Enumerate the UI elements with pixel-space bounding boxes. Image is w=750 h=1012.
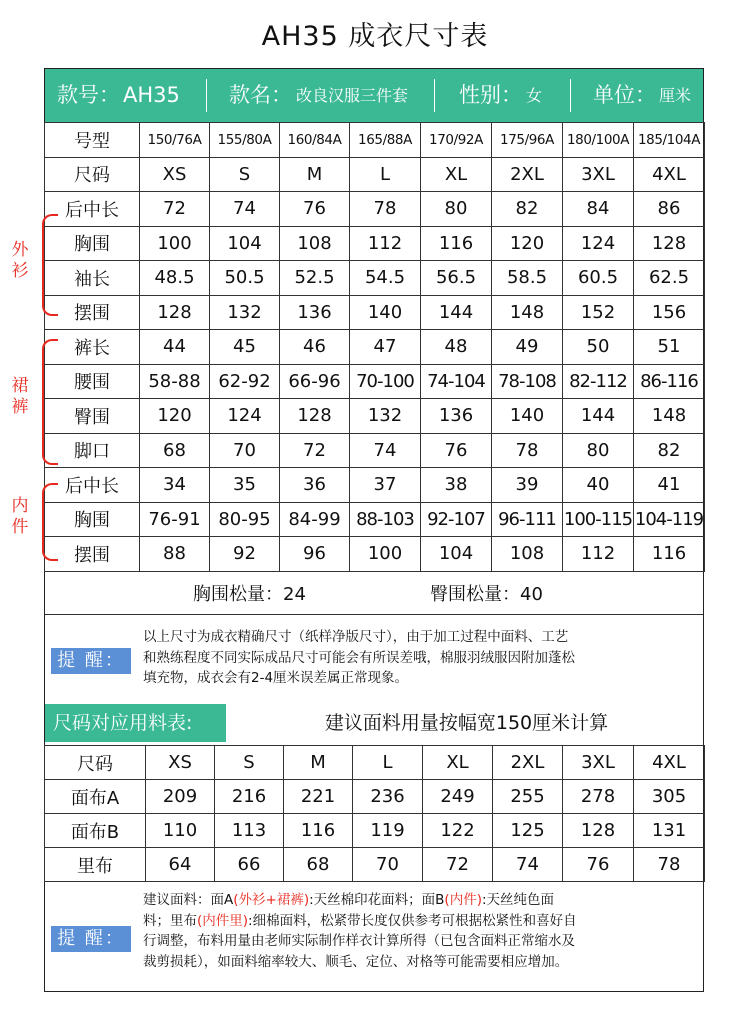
table-cell: 58.5: [492, 261, 563, 296]
table-cell: 2XL: [492, 157, 563, 192]
table-cell: 80-95: [210, 502, 280, 537]
table-cell: 68: [140, 433, 210, 468]
header-separator: [206, 79, 207, 112]
style-name-label: 款名：: [229, 83, 292, 107]
table-row: [45, 192, 705, 227]
table-cell: 165/88A: [350, 123, 421, 158]
table-cell: 136: [421, 399, 492, 434]
table-cell: 44: [140, 330, 210, 365]
table-row: [45, 848, 705, 882]
table-row: [45, 399, 705, 434]
table-row: [45, 364, 705, 399]
row-label: 后中长: [45, 468, 140, 503]
table-cell: 124: [210, 399, 280, 434]
gender-label: 性别：: [459, 83, 522, 107]
table-cell: 104-119: [634, 502, 705, 537]
notice-badge: 提 醒：: [51, 648, 131, 674]
table-cell: 236: [353, 780, 423, 814]
table-cell: 249: [423, 780, 493, 814]
table-cell: 156: [634, 295, 705, 330]
highlight-span: (内件里): [197, 912, 249, 929]
text-span: 料；里布: [143, 912, 197, 929]
table-cell: 92-107: [421, 502, 492, 537]
table-cell: 70-100: [350, 364, 421, 399]
table-cell: 62-92: [210, 364, 280, 399]
table-cell: 100: [350, 537, 421, 572]
suggestion-text: [143, 890, 699, 972]
suggestion-line: 行调整，布料用量由老师实际制作样衣计算所得（已包含面料正常缩水及: [143, 933, 575, 949]
table-cell: 76: [280, 192, 350, 227]
table-cell: 45: [210, 330, 280, 365]
highlight-span: (内件): [444, 892, 482, 908]
table-cell: 128: [140, 295, 210, 330]
table-cell: 35: [210, 468, 280, 503]
row-label: 面布A: [45, 780, 146, 814]
table-cell: 100: [140, 226, 210, 261]
suggestion-line: [143, 911, 699, 932]
group-label-outer: 外衫: [11, 240, 29, 281]
table-row: [45, 295, 705, 330]
table-cell: 66: [215, 848, 284, 882]
table-row: [45, 746, 705, 780]
table-cell: 56.5: [421, 261, 492, 296]
table-row: [45, 780, 705, 814]
row-label: 尺码: [45, 157, 140, 192]
table-cell: 131: [634, 814, 705, 848]
table-cell: 128: [280, 399, 350, 434]
table-cell: 37: [350, 468, 421, 503]
table-row: [45, 226, 705, 261]
notice-line: 填充物，成衣会有2-4厘米误差属正常现象。: [143, 670, 409, 686]
table-cell: 70: [353, 848, 423, 882]
info-header: [45, 69, 703, 122]
group-bracket: [42, 214, 58, 316]
table-cell: XL: [423, 746, 493, 780]
row-label: 腰围: [45, 364, 140, 399]
style-no-label: 款号：: [57, 83, 120, 107]
style-no-value: AH35: [123, 83, 180, 107]
group-label-skirt: 裙裤: [11, 376, 29, 417]
text-span: 建议面料：面A: [143, 892, 234, 908]
table-cell: 221: [284, 780, 353, 814]
table-cell: 54.5: [350, 261, 421, 296]
fabric-section-title: 尺码对应用料表:: [45, 704, 226, 742]
table-cell: 34: [140, 468, 210, 503]
table-cell: 3XL: [563, 157, 634, 192]
table-cell: XS: [146, 746, 215, 780]
table-cell: 140: [492, 399, 563, 434]
table-cell: 84: [563, 192, 634, 227]
suggestion-badge: 提 醒：: [51, 926, 131, 952]
table-cell: 40: [563, 468, 634, 503]
table-cell: 64: [146, 848, 215, 882]
group-label-inner: 内件: [11, 496, 29, 537]
table-cell: 82: [634, 433, 705, 468]
table-cell: 104: [210, 226, 280, 261]
table-cell: 84-99: [280, 502, 350, 537]
table-cell: 51: [634, 330, 705, 365]
header-separator: [570, 79, 571, 112]
table-cell: 70: [210, 433, 280, 468]
table-cell: 38: [421, 468, 492, 503]
row-label: 后中长: [45, 192, 140, 227]
ease-row: [45, 567, 703, 615]
table-cell: 209: [146, 780, 215, 814]
table-cell: 78: [492, 433, 563, 468]
table-cell: 132: [350, 399, 421, 434]
table-cell: 50: [563, 330, 634, 365]
table-cell: 144: [563, 399, 634, 434]
table-cell: 180/100A: [563, 123, 634, 158]
row-label: 裤长: [45, 330, 140, 365]
table-cell: 74: [350, 433, 421, 468]
table-cell: 48.5: [140, 261, 210, 296]
table-cell: 92: [210, 537, 280, 572]
row-label: 摆围: [45, 537, 140, 572]
group-bracket: [42, 483, 58, 561]
table-cell: 88-103: [350, 502, 421, 537]
table-cell: 125: [493, 814, 563, 848]
row-label: 脚口: [45, 433, 140, 468]
table-cell: 76: [421, 433, 492, 468]
table-cell: 170/92A: [421, 123, 492, 158]
table-cell: 78: [350, 192, 421, 227]
table-cell: 86: [634, 192, 705, 227]
table-cell: 58-88: [140, 364, 210, 399]
table-cell: 72: [280, 433, 350, 468]
table-cell: 78-108: [492, 364, 563, 399]
table-cell: XL: [421, 157, 492, 192]
table-cell: 46: [280, 330, 350, 365]
table-cell: 116: [634, 537, 705, 572]
table-row: [45, 814, 705, 848]
table-row: [45, 537, 705, 572]
header-separator: [434, 79, 435, 112]
table-cell: 76-91: [140, 502, 210, 537]
table-cell: 185/104A: [634, 123, 705, 158]
table-cell: 4XL: [634, 157, 705, 192]
table-cell: 3XL: [563, 746, 634, 780]
page-title: AH35 成衣尺寸表: [261, 21, 489, 52]
table-cell: 96-111: [492, 502, 563, 537]
table-cell: 48: [421, 330, 492, 365]
table-cell: M: [284, 746, 353, 780]
table-cell: 144: [421, 295, 492, 330]
table-cell: 128: [634, 226, 705, 261]
suggestion-line: [143, 890, 699, 911]
table-cell: 150/76A: [140, 123, 210, 158]
table-cell: 108: [280, 226, 350, 261]
table-cell: 82-112: [563, 364, 634, 399]
table-cell: 62.5: [634, 261, 705, 296]
unit-value: 厘米: [659, 86, 692, 105]
gender-value: 女: [526, 86, 543, 105]
text-span: :天丝棉印花面料；面B: [309, 892, 445, 908]
table-cell: 80: [563, 433, 634, 468]
table-cell: 132: [210, 295, 280, 330]
table-cell: 72: [423, 848, 493, 882]
row-label: 胸围: [45, 502, 140, 537]
table-row: [45, 157, 705, 192]
table-cell: 74-104: [421, 364, 492, 399]
table-cell: L: [350, 157, 421, 192]
table-row: [45, 330, 705, 365]
notice-line: 和熟练程度不同实际成品尺寸可能会有所误差哦，棉服羽绒服因附加蓬松: [143, 649, 575, 666]
fabric-section-note: 建议面料用量按幅宽150厘米计算: [324, 712, 609, 734]
table-cell: 4XL: [634, 746, 705, 780]
table-cell: 36: [280, 468, 350, 503]
table-cell: 122: [423, 814, 493, 848]
table-cell: 104: [421, 537, 492, 572]
suggestion-line: 裁剪损耗），如面料缩率较大、顺毛、定位、对格等可能需要相应增加。: [143, 953, 569, 970]
table-cell: 120: [140, 399, 210, 434]
table-cell: 47: [350, 330, 421, 365]
table-cell: 78: [634, 848, 705, 882]
text-span: :细棉面料，松紧带长度仅供参考可根据松紧性和喜好自: [248, 912, 577, 929]
table-cell: 160/84A: [280, 123, 350, 158]
table-cell: 278: [563, 780, 634, 814]
table-row: [45, 468, 705, 503]
table-cell: M: [280, 157, 350, 192]
table-cell: 82: [492, 192, 563, 227]
row-label: 胸围: [45, 226, 140, 261]
table-cell: 76: [563, 848, 634, 882]
notice-line: 以上尺寸为成衣精确尺寸（纸样净版尺寸），由于加工过程中面料、工艺: [143, 629, 569, 645]
table-cell: 255: [493, 780, 563, 814]
table-cell: 119: [353, 814, 423, 848]
row-label: 袖长: [45, 261, 140, 296]
table-cell: 136: [280, 295, 350, 330]
table-cell: 86-116: [634, 364, 705, 399]
chest-ease: 胸围松量：24: [193, 584, 306, 605]
table-cell: 128: [563, 814, 634, 848]
text-span: :天丝纯色面: [481, 892, 555, 908]
table-cell: 108: [492, 537, 563, 572]
highlight-span: (外衫+裙裤): [233, 892, 310, 908]
table-cell: 305: [634, 780, 705, 814]
row-label: 臀围: [45, 399, 140, 434]
table-cell: 148: [634, 399, 705, 434]
table-row: [45, 261, 705, 296]
size-table: [44, 122, 705, 572]
table-cell: 60.5: [563, 261, 634, 296]
table-cell: 88: [140, 537, 210, 572]
table-row: [45, 502, 705, 537]
row-label: 尺码: [45, 746, 146, 780]
table-cell: 80: [421, 192, 492, 227]
table-cell: 124: [563, 226, 634, 261]
notice-text: [143, 627, 699, 689]
fabric-table: [44, 745, 705, 882]
row-label: 里布: [45, 848, 146, 882]
table-row: [45, 123, 705, 158]
table-cell: 39: [492, 468, 563, 503]
table-cell: 175/96A: [492, 123, 563, 158]
table-cell: 72: [140, 192, 210, 227]
table-cell: 216: [215, 780, 284, 814]
table-cell: 49: [492, 330, 563, 365]
table-cell: 110: [146, 814, 215, 848]
table-cell: 116: [421, 226, 492, 261]
notice-box: [45, 615, 703, 703]
row-label: 号型: [45, 123, 140, 158]
table-cell: 140: [350, 295, 421, 330]
table-cell: 112: [350, 226, 421, 261]
table-cell: 52.5: [280, 261, 350, 296]
table-cell: 113: [215, 814, 284, 848]
row-label: 面布B: [45, 814, 146, 848]
table-cell: 74: [210, 192, 280, 227]
unit-label: 单位：: [593, 83, 656, 107]
row-label: 摆围: [45, 295, 140, 330]
table-cell: 66-96: [280, 364, 350, 399]
table-cell: 68: [284, 848, 353, 882]
table-cell: 74: [493, 848, 563, 882]
table-cell: 112: [563, 537, 634, 572]
style-name-value: 改良汉服三件套: [296, 86, 409, 105]
table-cell: 50.5: [210, 261, 280, 296]
table-cell: XS: [140, 157, 210, 192]
table-cell: 155/80A: [210, 123, 280, 158]
table-cell: 152: [563, 295, 634, 330]
table-cell: 41: [634, 468, 705, 503]
table-row: [45, 433, 705, 468]
group-bracket: [42, 339, 58, 465]
table-cell: 116: [284, 814, 353, 848]
table-cell: 120: [492, 226, 563, 261]
hip-ease: 臀围松量：40: [430, 584, 543, 605]
table-cell: 100-115: [563, 502, 634, 537]
table-cell: S: [215, 746, 284, 780]
table-cell: 148: [492, 295, 563, 330]
table-cell: 2XL: [493, 746, 563, 780]
table-cell: S: [210, 157, 280, 192]
table-cell: L: [353, 746, 423, 780]
table-cell: 96: [280, 537, 350, 572]
